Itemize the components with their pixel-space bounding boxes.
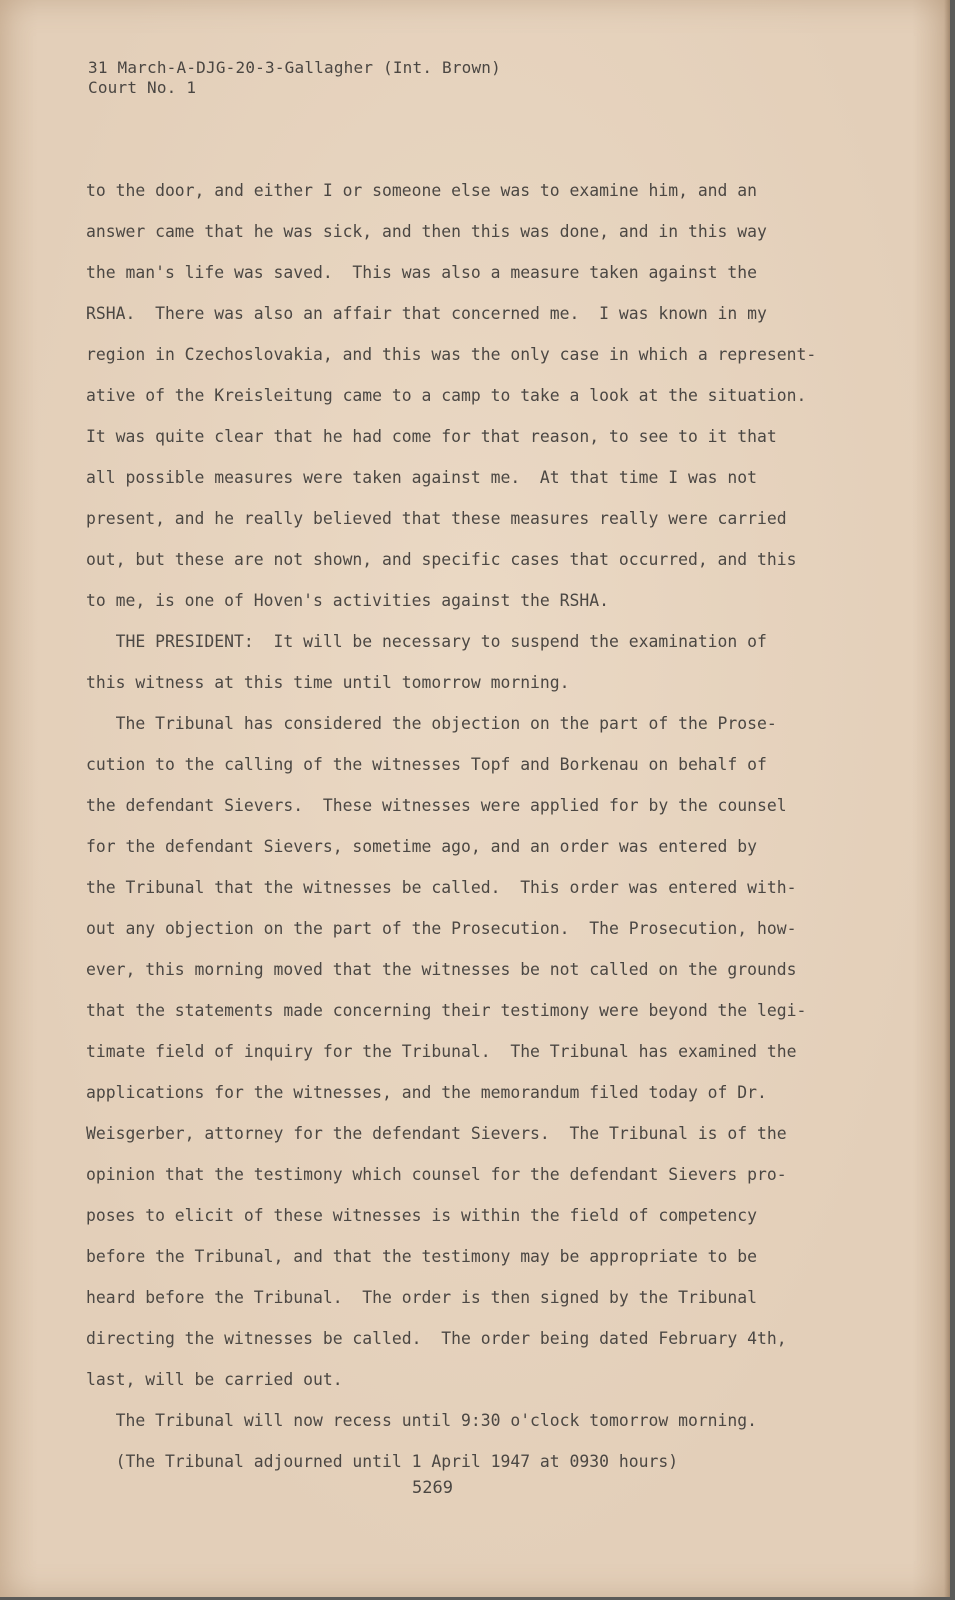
text-line: heard before the Tribunal. The order is then signed by the Tribunal	[86, 1288, 758, 1307]
text-line: THE PRESIDENT: It will be necessary to suspend the examination of	[86, 632, 767, 651]
text-line: out any objection on the part of the Prosecution. The Prosecution, how-	[86, 919, 797, 938]
text-line: poses to elicit of these witnesses is within the field of competency	[86, 1206, 758, 1225]
text-line: present, and he really believed that these measures really were carried	[86, 509, 787, 528]
page-header	[88, 58, 501, 98]
text-line: ative of the Kreisleitung came to a camp to take a look at the situation.	[86, 386, 807, 405]
text-line: to the door, and either I or someone else was to examine him, and an	[86, 181, 758, 200]
page-edge-shadow	[944, 0, 950, 1597]
text-line: the Tribunal that the witnesses be called. This order was entered with-	[86, 878, 797, 897]
text-line: the defendant Sievers. These witnesses were applied for by the counsel	[86, 796, 787, 815]
text-line: answer came that he was sick, and then this was done, and in this way	[86, 222, 767, 241]
text-line: the man's life was saved. This was also a measure taken against the	[86, 263, 758, 282]
text-line: applications for the witnesses, and the memorandum filed today of Dr.	[86, 1083, 767, 1102]
text-line: timate field of inquiry for the Tribunal. The Tribunal has examined the	[86, 1042, 797, 1061]
text-line: directing the witnesses be called. The order being dated February 4th,	[86, 1329, 787, 1348]
text-line: this witness at this time until tomorrow morning.	[86, 673, 570, 692]
header-reference-line: 31 March-A-DJG-20-3-Gallagher (Int. Brown)	[88, 58, 501, 77]
text-line: RSHA. There was also an affair that concerned me. I was known in my	[86, 304, 767, 323]
text-line: out, but these are not shown, and specific cases that occurred, and this	[86, 550, 797, 569]
header-court-line: Court No. 1	[88, 78, 197, 97]
transcript-body	[86, 170, 866, 1482]
text-line: It was quite clear that he had come for that reason, to see to it that	[86, 427, 777, 446]
page-number: 5269	[412, 1478, 453, 1498]
text-line: last, will be carried out.	[86, 1370, 343, 1389]
text-line: ever, this morning moved that the witnesses be not called on the grounds	[86, 960, 797, 979]
text-line: opinion that the testimony which counsel for the defendant Sievers pro-	[86, 1165, 787, 1184]
text-line: all possible measures were taken against me. At that time I was not	[86, 468, 758, 487]
text-line: (The Tribunal adjourned until 1 April 1947 at 0930 hours)	[86, 1452, 679, 1471]
text-line: to me, is one of Hoven's activities against the RSHA.	[86, 591, 610, 610]
text-line: region in Czechoslovakia, and this was the only case in which a represent-	[86, 345, 817, 364]
text-line: The Tribunal will now recess until 9:30 o'clock tomorrow morning.	[86, 1411, 758, 1430]
text-line: for the defendant Sievers, sometime ago, and an order was entered by	[86, 837, 758, 856]
text-line: Weisgerber, attorney for the defendant Sievers. The Tribunal is of the	[86, 1124, 787, 1143]
text-line: cution to the calling of the witnesses Topf and Borkenau on behalf of	[86, 755, 767, 774]
text-line: The Tribunal has considered the objection on the part of the Prose-	[86, 714, 777, 733]
text-line: before the Tribunal, and that the testimony may be appropriate to be	[86, 1247, 758, 1266]
text-line: that the statements made concerning their testimony were beyond the legi-	[86, 1001, 807, 1020]
